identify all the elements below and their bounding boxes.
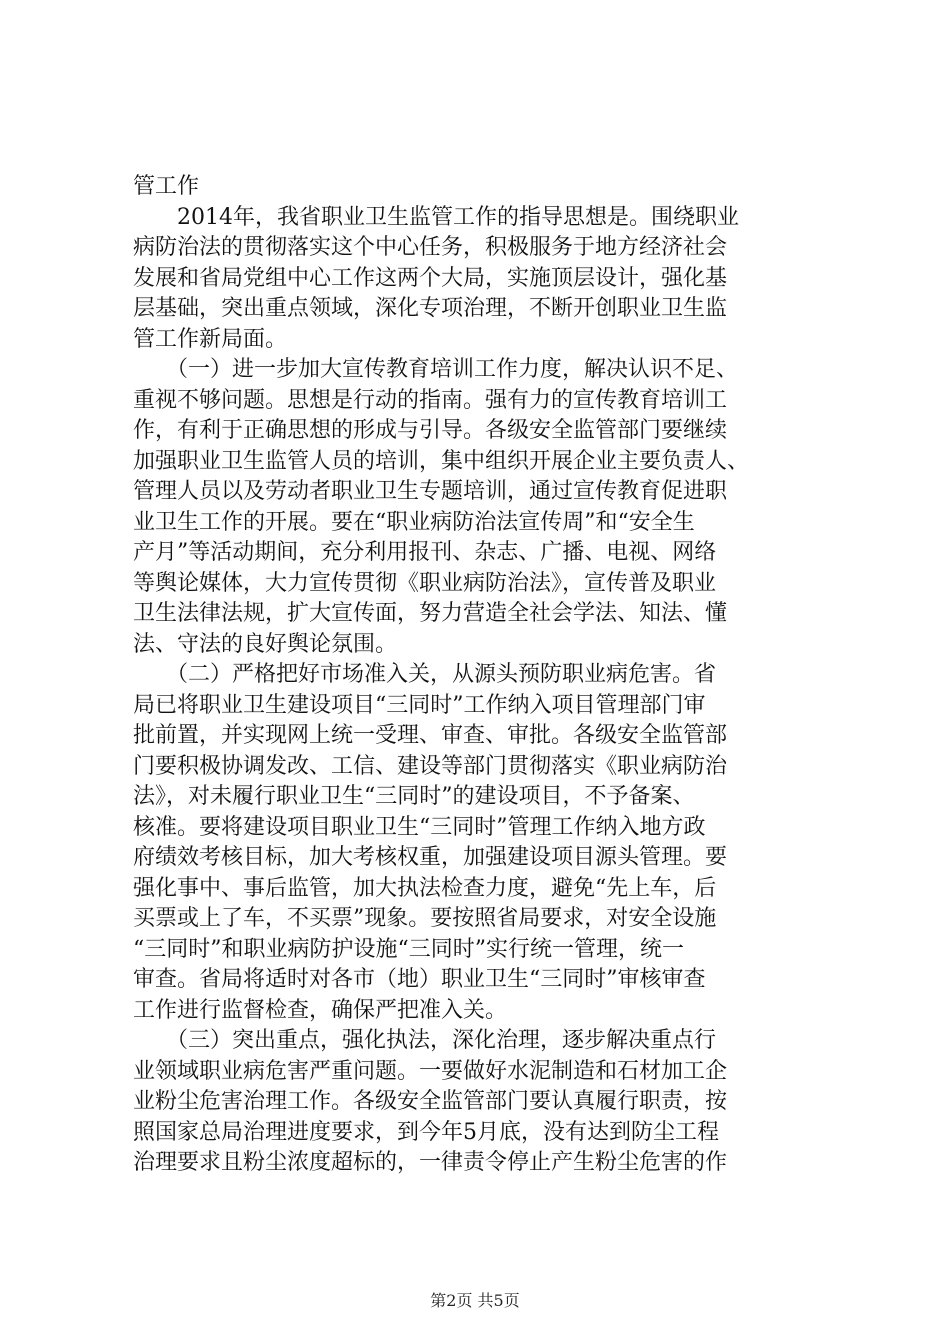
text-line: 管工作 [133,174,200,199]
text-line: 等舆论媒体，大力宣传贯彻《职业病防治法》，宣传普及职业 [133,570,717,596]
text-line: （一）进一步加大宣传教育培训工作力度，解决认识不足、 [133,357,739,382]
text-line: 审查。省局将适时对各市（地）职业卫生“三同时”审核审查 [133,967,706,992]
page-number-footer: 第2页 共5页 [430,1291,520,1310]
text-line: 重视不够问题。思想是行动的指南。强有力的宣传教育培训工 [133,387,728,413]
text-line: 业领域职业病危害严重问题。一要做好水泥制造和石材加工企 [133,1058,728,1084]
text-line: （二）严格把好市场准入关，从源头预防职业病危害。省 [133,662,717,687]
text-line: 产月”等活动期间，充分利用报刊、杂志、广播、电视、网络 [133,540,717,565]
text-line: 管工作新局面。 [133,326,288,352]
document-body [133,172,833,1179]
text-line: 2014年，我省职业卫生监管工作的指导思想是。围绕职业 [133,204,739,230]
text-line: （三）突出重点，强化执法，深化治理，逐步解决重点行 [133,1028,717,1053]
text-line: 病防治法的贯彻落实这个中心任务，积极服务于地方经济社会 [133,235,728,260]
text-line: 门要积极协调发改、工信、建设等部门贯彻落实《职业病防治 [133,753,728,779]
text-line: 法、守法的良好舆论氛围。 [133,631,398,657]
text-line: 卫生法律法规，扩大宣传面，努力营造全社会学法、知法、懂 [133,601,728,626]
text-line: 业卫生工作的开展。要在“职业病防治法宣传周”和“安全生 [133,509,695,535]
text-line: “三同时”和职业病防护设施“三同时”实行统一管理，统一 [133,936,684,962]
text-line: 批前置，并实现网上统一受理、审查、审批。各级安全监管部 [133,723,728,748]
text-line: 工作进行监督检查，确保严把准入关。 [133,997,508,1023]
text-line: 治理要求且粉尘浓度超标的，一律责令停止产生粉尘危害的作 [133,1150,728,1175]
text-line: 照国家总局治理进度要求，到今年5月底，没有达到防尘工程 [133,1119,719,1145]
text-line: 法》，对未履行职业卫生“三同时”的建设项目，不予备案、 [133,784,695,809]
text-line: 作，有利于正确思想的形成与引导。各级安全监管部门要继续 [133,418,728,443]
text-line: 管理人员以及劳动者职业卫生专题培训，通过宣传教育促进职 [133,479,728,504]
text-line: 业粉尘危害治理工作。各级安全监管部门要认真履行职责，按 [133,1089,728,1114]
text-line: 买票或上了车，不买票”现象。要按照省局要求，对安全设施 [133,906,717,931]
text-line: 局已将职业卫生建设项目“三同时”工作纳入项目管理部门审 [133,692,706,718]
text-line: 府绩效考核目标，加大考核权重，加强建设项目源头管理。要 [133,845,728,870]
text-line: 发展和省局党组中心工作这两个大局，实施顶层设计，强化基 [133,265,728,291]
text-line: 加强职业卫生监管人员的培训，集中组织开展企业主要负责人、 [133,448,750,474]
text-line: 核准。要将建设项目职业卫生“三同时”管理工作纳入地方政 [133,814,706,840]
text-line: 层基础，突出重点领域，深化专项治理，不断开创职业卫生监 [133,296,728,321]
text-line: 强化事中、事后监管，加大执法检查力度，避免“先上车，后 [133,875,717,901]
